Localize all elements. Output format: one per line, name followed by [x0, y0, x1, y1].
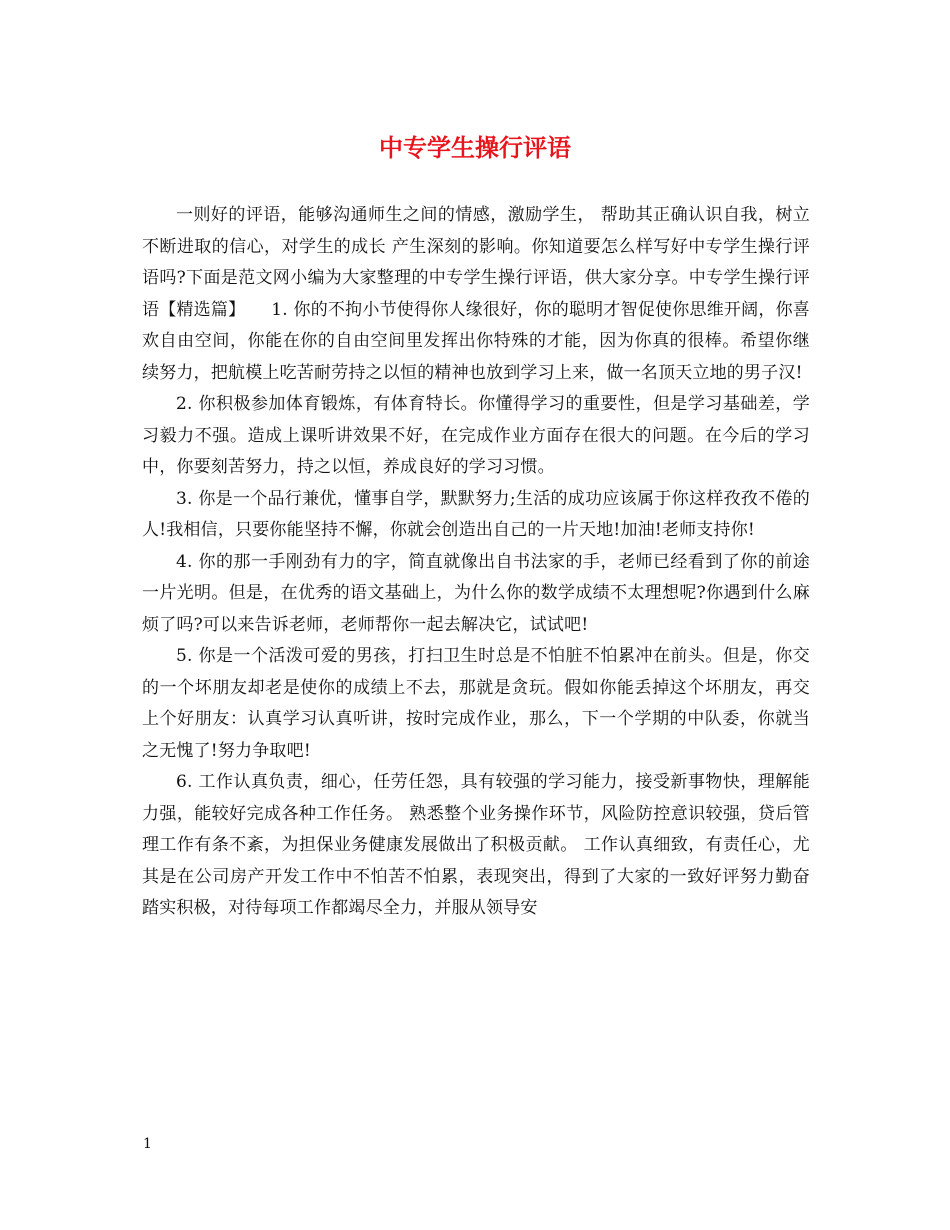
paragraph-5: 5. 你是一个活泼可爱的男孩，打扫卫生时总是不怕脏不怕累冲在前头。但是，你交的一个坏朋友却老是使你的成绩上不去，那就是贪玩。假如你能丢掉这个坏朋友，再交上个好朋友：认真学习认真听讲，按时完成作业，那么，下一个学期的中队委，你就当之无愧了!努力争取吧! [142, 646, 810, 761]
page-title: 中专学生操行评语 [379, 133, 571, 162]
page-number: 1 [143, 1136, 152, 1152]
paragraph-intro: 一则好的评语，能够沟通师生之间的情感，激励学生， 帮助其正确认识自我，树立不断进取的信心，对学生的成长 产生深刻的影响。你知道要怎么样写好中专学生操行评语吗?下面是范文网小编为大家整理的中专学生操行评语，供大家分享。中专学生操行评语【精选篇】 1. 你的不拘小节使得你人缘很好，你的聪明才智促使你思维开阔，你喜欢自由空间，你能在你的自由空间里发挥出你特殊的才能，因为你真的很棒。希望你继续努力，把航模上吃苦耐劳持之以恒的精神也放到学习上来，做一名顶天立地的男子汉! [142, 205, 810, 383]
paragraph-3: 3. 你是一个品行兼优，懂事自学，默默努力;生活的成功应该属于你这样孜孜不倦的人!我相信，只要你能坚持不懈，你就会创造出自己的一片天地!加油!老师支持你! [142, 488, 810, 540]
paragraph-2: 2. 你积极参加体育锻炼，有体育特长。你懂得学习的重要性，但是学习基础差，学习毅力不强。造成上课听讲效果不好，在完成作业方面存在很大的问题。在今后的学习中，你要刻苦努力，持之以恒，养成良好的学习习惯。 [142, 394, 810, 477]
paragraph-4: 4. 你的那一手刚劲有力的字，简直就像出自书法家的手，老师已经看到了你的前途一片光明。但是，在优秀的语文基础上，为什么你的数学成绩不太理想呢?你遇到什么麻烦了吗?可以来告诉老师，老师帮你一起去解决它，试试吧! [142, 551, 810, 635]
paragraph-6: 6. 工作认真负责，细心，任劳任怨，具有较强的学习能力，接受新事物快，理解能力强，能较好完成各种工作任务。 熟悉整个业务操作环节，风险防控意识较强，贷后管理工作有条不紊，为担保业务健康发展做出了积极贡献。 工作认真细致，有责任心，尤其是在公司房产开发工作中不怕苦不怕累，表现突出，得到了大家的一致好评努力勤奋踏实积极，对待每项工作都竭尽全力，并服从领导安 [142, 772, 810, 918]
document-body [142, 200, 810, 925]
